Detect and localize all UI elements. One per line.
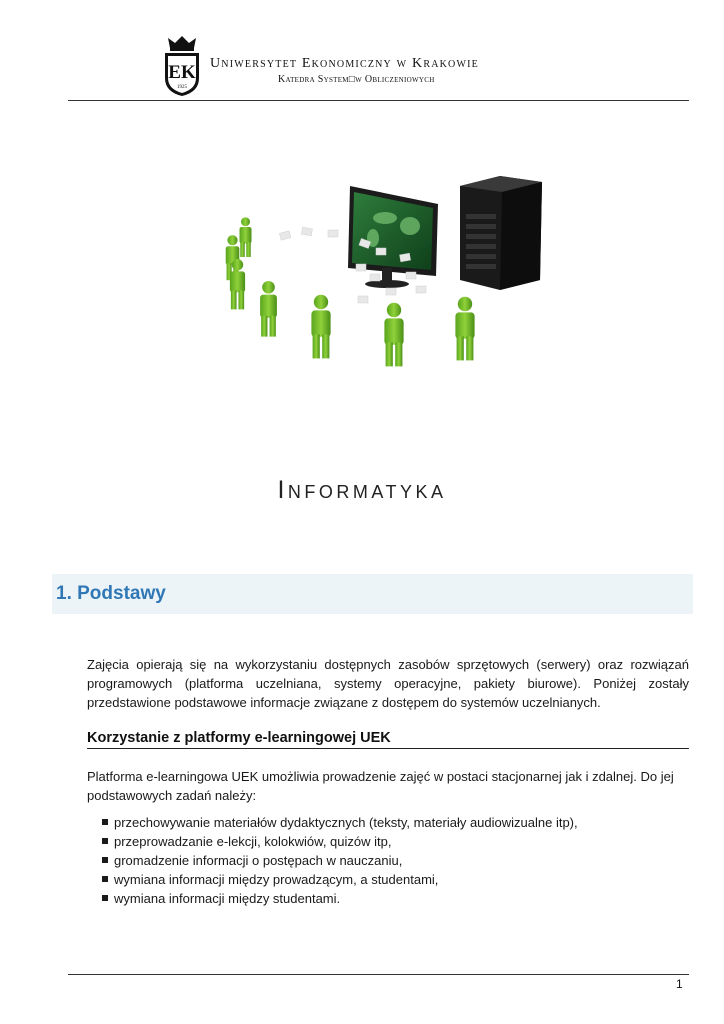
page-header	[68, 34, 689, 102]
list-item: gromadzenie informacji o postępach w nauczaniu,	[100, 851, 578, 870]
svg-text:1925: 1925	[177, 85, 187, 90]
list-item: przeprowadzanie e-lekcji, kolokwiów, quizów itp,	[100, 832, 578, 851]
feature-list	[100, 813, 578, 908]
list-item: przechowywanie materiałów dydaktycznych (teksty, materiały audiowizualne itp),	[100, 813, 578, 832]
university-crest-icon	[162, 34, 202, 98]
square-bullet-icon	[102, 857, 108, 863]
square-bullet-icon	[102, 876, 108, 882]
square-bullet-icon	[102, 895, 108, 901]
subsection-heading: Korzystanie z platformy e-learningowej UEK	[87, 730, 391, 746]
svg-text:EK: EK	[168, 62, 196, 83]
header-divider	[68, 100, 689, 101]
document-title: Informatyka	[277, 476, 447, 504]
subsection-paragraph: Platforma e-learningowa UEK umożliwia prowadzenie zajęć w postaci stacjonarnej jak i zdalnej. Do jej podstawowych zadań należy:	[87, 769, 674, 803]
square-bullet-icon	[102, 819, 108, 825]
server-network-illustration	[210, 168, 570, 418]
university-name: Uniwersytet Ekonomiczny w Krakowie	[210, 56, 479, 71]
intro-paragraph: Zajęcia opierają się na wykorzystaniu dostępnych zasobów sprzętowych (serwery) oraz rozwiązań programowych (platforma uczelniana, systemy operacyjne, pakiety biurowe). Poniżej zostały przedstawione podstawowe informacje związane z dostępem do systemów uczelnianych.	[87, 657, 689, 710]
list-item: wymiana informacji między studentami.	[100, 889, 578, 908]
section-header-band	[52, 574, 693, 614]
section-heading: 1. Podstawy	[56, 583, 166, 604]
subsection-underline	[87, 748, 689, 749]
footer-divider	[68, 974, 689, 975]
square-bullet-icon	[102, 838, 108, 844]
list-item: wymiana informacji między prowadzącym, a studentami,	[100, 870, 578, 889]
department-name: Katedra System□w Obliczeniowych	[278, 74, 435, 85]
page-number: 1	[676, 977, 683, 991]
